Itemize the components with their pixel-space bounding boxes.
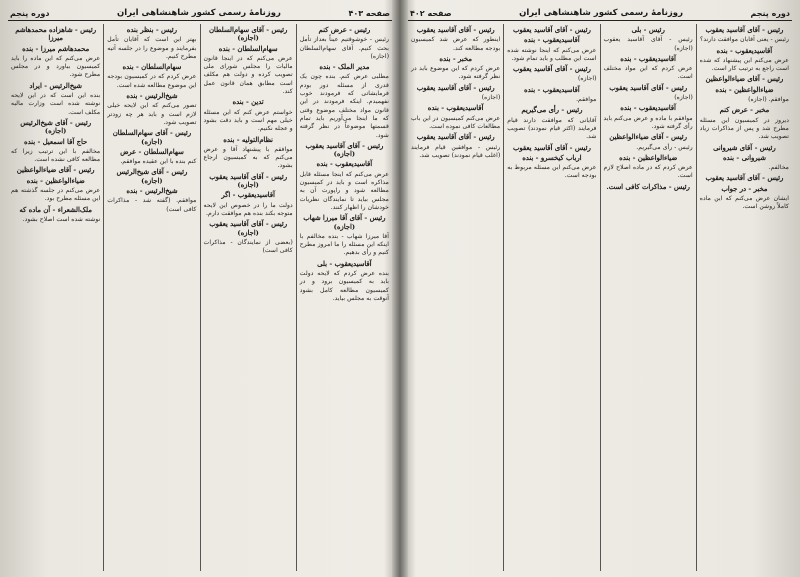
column-container bbox=[8, 24, 392, 571]
speaker-heading: رئیس - آقای سهام‌السلطان (اجازه) bbox=[112, 129, 192, 146]
speaker-heading: ضیاءالواعظین - بنده bbox=[619, 153, 678, 162]
paragraph: عرض می‌کنم در جلسه گذشته هم این مسئله مطرح بود. bbox=[11, 187, 101, 203]
header-date: دوره پنجم bbox=[750, 8, 790, 18]
left-page bbox=[8, 6, 392, 571]
paragraph: (اجازه) bbox=[481, 94, 501, 102]
column-container bbox=[408, 24, 792, 571]
paragraph: دولت ما را در خصوص این لایحه متوجه بکند بنده هم موافقت دارم. bbox=[203, 201, 293, 217]
header-page-number: صفحه ۴۰۳ bbox=[348, 8, 390, 18]
paragraph: اینطور که عرض شد کمیسیون بودجه مطالعه کند. bbox=[411, 36, 501, 52]
text-column bbox=[8, 24, 103, 571]
speaker-heading: رئیس - آقای شیخ‌الرئیس (اجازه) bbox=[20, 118, 92, 136]
speaker-heading: نظام‌التولیه - بنده bbox=[223, 135, 273, 144]
speaker-heading: رئیس - مذاکرات کافی است. bbox=[606, 182, 690, 191]
speaker-heading: شیروانی - بنده bbox=[722, 153, 766, 162]
speaker-heading: تدین - بنده bbox=[232, 98, 264, 107]
paragraph: آقایانی که موافقت دارند قیام فرمایند (اکثر قیام نمودند) تصویب شد. bbox=[507, 116, 597, 141]
speaker-heading: ارباب کیخسرو - بنده bbox=[522, 153, 582, 162]
text-column bbox=[696, 24, 792, 571]
speaker-heading: آقاسیدیعقوب - بنده bbox=[427, 104, 484, 113]
speaker-heading: رئیس - آقای ضیاءالواعظین bbox=[609, 133, 687, 142]
header-title: روزنامهٔ رسمی کشور شاهنشاهی ایران bbox=[117, 8, 281, 18]
paragraph: کنم بنده با این عقیده موافقم. bbox=[120, 158, 197, 166]
paragraph: مطلبی عرض کنم. بنده چون یک قدری از مسئله دور بودم فرمایشاتی که فرمودند خوب نفهمیدم. اینکه فرمودند در این قانون مواد مختلف موضوع وقتی که ما اینجا می‌آوریم باید تمام قسمتها موضوعاً در نظر گرفته شود. bbox=[299, 73, 389, 139]
paragraph: عرض می‌کنم این پیشنهاد که شده است راجع به ترتیب کار است. bbox=[699, 56, 789, 73]
speaker-heading: رئیس - آقای آقاسید یعقوب bbox=[513, 26, 591, 34]
paragraph: عرض می‌کنم کمیسیون در این باب مطالعات کافی نموده است. bbox=[411, 114, 501, 130]
text-column bbox=[200, 24, 296, 571]
paragraph: دیروز در کمیسیون این مسئله مطرح شد و پس از مذاکرات زیاد تصویب شد. bbox=[699, 116, 789, 141]
speaker-heading: رئیس - آقای آقاسید یعقوب bbox=[705, 26, 784, 34]
speaker-heading: رئیس - آقای آقاسید یعقوب bbox=[513, 143, 591, 152]
paragraph: بنده عرض کردم که لایحه دولت باید به کمیسیون برود و در کمیسیون مطالعه کامل بشود آنوقت به مجلس بیاید. bbox=[299, 270, 389, 302]
header-title: روزنامهٔ رسمی کشور شاهنشاهی ایران bbox=[519, 8, 683, 18]
speaker-heading: رئیس - آقای آقاسید یعقوب (اجازه) bbox=[305, 141, 384, 159]
paragraph: خواستم عرض کنم که این مسئله خیلی مهم است و باید دقت بشود و عجله نکنیم. bbox=[203, 108, 293, 133]
paragraph: آقا میرزا شهاب - بنده مخالفم با اینکه این مسئله را ما امروز مطرح کنیم و رأی بدهیم. bbox=[299, 232, 389, 257]
speaker-heading: رئیس - شاهزاده محمدهاشم میرزا bbox=[15, 26, 97, 43]
speaker-heading: آقاسیدیعقوب - بنده bbox=[620, 104, 676, 113]
paragraph: رئیس - آقای آقاسید یعقوب (اجازه) bbox=[603, 36, 693, 52]
header-date: دوره پنجم bbox=[10, 8, 50, 18]
speaker-heading: مخبر - عرض کنم bbox=[719, 106, 770, 115]
paragraph: رئیس - رأی می‌گیریم. bbox=[636, 143, 693, 151]
speaker-heading: شیخ‌الرئیس - بنده bbox=[126, 92, 178, 101]
paragraph: موافقم. (اجازه) bbox=[748, 96, 789, 104]
header-page-number: صفحه ۴۰۲ bbox=[410, 8, 452, 18]
speaker-heading: رئیس - آقای آقاسید یعقوب (اجازه) bbox=[209, 172, 287, 190]
paragraph: رئیس - خوشوقتیم عیناً بعداز تأمل بحث کنیم. آقای سهام‌السلطان (اجازه) bbox=[299, 36, 389, 60]
speaker-heading: رئیس - آقای ضیاءالواعظین bbox=[705, 75, 784, 84]
speaker-heading: رئیس - رأی می‌گیریم bbox=[521, 106, 583, 115]
page-header bbox=[408, 6, 792, 21]
speaker-heading: رئیس - بنظر بنده bbox=[126, 26, 177, 34]
speaker-heading: آقاسیدیعقوب - بنده bbox=[620, 54, 676, 63]
paragraph: عرض کردم که در ماده اصلاح لازم است. bbox=[603, 164, 693, 180]
paragraph: موافقم با پیشنهاد آقا و عرض می‌کنم که به کمیسیون ارجاع بشود. bbox=[203, 145, 293, 170]
paragraph: نوشته شده است اصلاح بشود. bbox=[22, 215, 101, 223]
speaker-heading: رئیس - آقای ضیاءالواعظین bbox=[16, 166, 95, 175]
paragraph: مخالفم با این ترتیب زیرا که مطالعه کافی نشده است. bbox=[11, 147, 101, 164]
speaker-heading: رئیس - آقای آقا میرزا شهاب (اجازه) bbox=[303, 214, 386, 231]
paragraph: عرض کردم که این موضوع باید در نظر گرفته شود. bbox=[411, 65, 501, 81]
speaker-heading: سهام‌السلطان - عرض bbox=[120, 147, 184, 156]
page-header bbox=[8, 6, 392, 21]
speaker-heading: آقاسیدیعقوب - بنده bbox=[716, 46, 773, 55]
paragraph: ایشان عرض می‌کنم که این ماده کاملاً روشن است. bbox=[699, 195, 789, 211]
paragraph: (اجازه) bbox=[578, 75, 597, 83]
paragraph: عرض کردم که این مواد مختلف است. bbox=[603, 65, 693, 81]
paragraph: عرض می‌کنم که اینجا مسئله قابل مذاکره است و باید در کمیسیون مطالعه شود و راپورت آن به مجلس بیاید تا نمایندگان نظریات خودشان را اظهار کنند. bbox=[299, 170, 389, 211]
paragraph: موافقم. (گفته شد - مذاکرات کافی است) bbox=[107, 197, 197, 213]
paragraph: رئیس - یعنی آقایان موافقت دارند؟ bbox=[700, 36, 789, 44]
paragraph: (اجازه) bbox=[674, 94, 693, 102]
speaker-heading: ملک‌الشعراء - آن ماده که bbox=[19, 205, 92, 214]
text-column bbox=[408, 24, 503, 571]
speaker-heading: شیخ‌الرئیس - ایراد bbox=[29, 81, 82, 90]
speaker-heading: ضیاءالواعظین - بنده bbox=[715, 85, 774, 94]
speaker-heading: رئیس - عرض کنم bbox=[318, 26, 371, 34]
speaker-heading: رئیس - بلی bbox=[631, 26, 665, 34]
speaker-heading: رئیس - آقای آقاسید یعقوب (اجازه) bbox=[209, 220, 287, 237]
paragraph: بهتر این است که آقایان تأمل بفرمایند و موضوع را در جلسه آتیه مطرح کنیم. bbox=[107, 36, 197, 60]
right-page bbox=[408, 6, 792, 571]
speaker-heading: رئیس - آقای آقاسید یعقوب bbox=[609, 83, 687, 92]
speaker-heading: محمدهاشم میرزا - بنده bbox=[22, 44, 90, 53]
speaker-heading: مدیر الملک - بنده bbox=[319, 63, 370, 72]
speaker-heading: آقاسیدیعقوب - بنده bbox=[524, 85, 580, 94]
paragraph: عرض می‌کنم این مسئله مربوط به بودجه است. bbox=[507, 164, 597, 180]
speaker-heading: ضیاءالواعظین - بنده bbox=[26, 176, 85, 185]
paragraph: عرض می‌کنم که اینجا نوشته شده است این مطلب و باید تمام شود. bbox=[507, 46, 597, 62]
speaker-heading: آقاسیدیعقوب - اگر bbox=[221, 191, 275, 200]
speaker-heading: رئیس - آقای شیروانی bbox=[713, 143, 776, 152]
paragraph: عرض می‌کنم که این ماده را باید کمیسیون بیاورد و در مجلس مطرح شود. bbox=[11, 54, 101, 79]
paragraph: عرض کردم که در کمیسیون بودجه این موضوع مطالعه شده است. bbox=[107, 73, 197, 89]
paragraph: موافقم با ماده و عرض می‌کنم باید رأی گرفته شود. bbox=[603, 114, 693, 130]
speaker-heading: رئیس - آقای آقاسید یعقوب bbox=[513, 65, 591, 74]
paragraph: تصور می‌کنم که این لایحه خیلی لازم است و باید هر چه زودتر تصویب شود. bbox=[107, 102, 197, 126]
speaker-heading: رئیس - آقای شیخ‌الرئیس (اجازه) bbox=[116, 168, 188, 185]
speaker-heading: حاج آقا اسمعیل - بنده bbox=[24, 137, 88, 146]
paragraph: عرض می‌کنم که در اینجا قانون مالیات را مجلس شورای ملی تصویب کرده و دولت هم مکلف است مطابق همان قانون عمل کند. bbox=[203, 54, 293, 96]
speaker-heading: سهام‌السلطان - بنده bbox=[122, 63, 182, 72]
speaker-heading: آقاسیدیعقوب - بنده bbox=[524, 36, 580, 45]
speaker-heading: رئیس - آقای آقاسید یعقوب bbox=[416, 83, 495, 92]
speaker-heading: مخبر - بنده bbox=[439, 54, 472, 63]
text-column bbox=[503, 24, 599, 571]
speaker-heading: رئیس - آقای آقاسید یعقوب bbox=[416, 133, 495, 142]
speaker-heading: رئیس - آقای آقاسید یعقوب bbox=[416, 26, 495, 34]
text-column bbox=[296, 24, 392, 571]
text-column bbox=[600, 24, 696, 571]
speaker-heading: رئیس - آقای آقاسید یعقوب bbox=[705, 174, 784, 183]
paragraph: رئیس - موافقین قیام فرمایند (اغلب قیام نمودند) تصویب شد. bbox=[411, 143, 501, 159]
paragraph: مخالفم. bbox=[768, 164, 789, 172]
speaker-heading: آقاسیدیعقوب - بنده bbox=[316, 160, 373, 169]
book-gutter bbox=[392, 0, 408, 577]
speaker-heading: مخبر - در جواب bbox=[721, 184, 768, 193]
speaker-heading: آقاسیدیعقوب - بلی bbox=[317, 259, 372, 268]
text-column bbox=[103, 24, 199, 571]
speaker-heading: شیخ‌الرئیس - بنده bbox=[126, 187, 178, 196]
paragraph: (بعضی از نمایندگان - مذاکرات کافی است) bbox=[203, 238, 293, 255]
paragraph: موافقم. bbox=[576, 96, 597, 104]
speaker-heading: سهام‌السلطان - بنده bbox=[218, 44, 278, 53]
paragraph: بنده این است که در این لایحه نوشته شده است وزارت مالیه مکلف است. bbox=[11, 92, 101, 116]
speaker-heading: رئیس - آقای سهام‌السلطان (اجازه) bbox=[208, 26, 288, 43]
